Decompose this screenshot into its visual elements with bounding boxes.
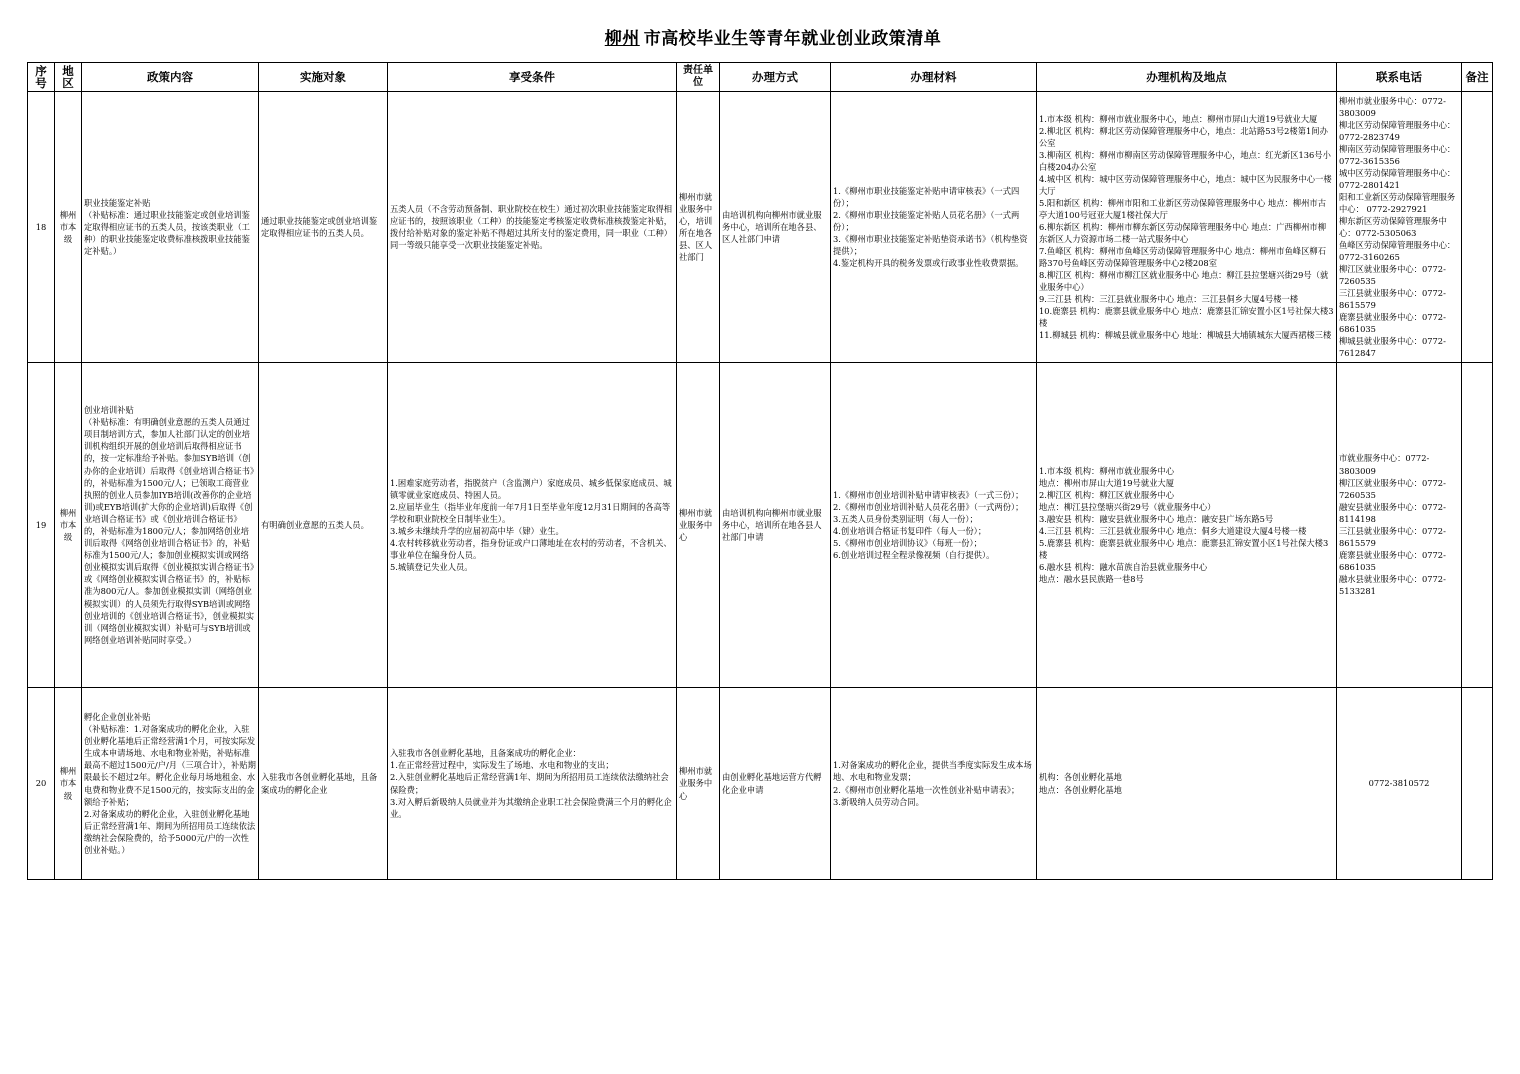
header-policy: 政策内容 bbox=[82, 63, 259, 92]
header-no: 序号 bbox=[28, 63, 55, 92]
row-region: 柳州市本级 bbox=[55, 688, 82, 880]
row-unit: 柳州市就业服务中心，培训所在地各县、区人社部门 bbox=[677, 92, 720, 363]
row-conditions: 1.困难家庭劳动者，指脱贫户（含监测户）家庭成员、城乡低保家庭成员、城镇零就业家庭成员、特困人员。 2.应届毕业生（指毕业年度前一年7月1日至毕业年度12月31日期间的各高等学校和职业院校全日制毕业生）。 3.城乡未继续升学的应届初高中毕（肄）业生。 4.农村转移就业劳动者，指身份证或户口薄地址在农村的劳动者，不含机关、事业单位在编身份人员。 5.城镇登记失业人员。 bbox=[388, 363, 677, 688]
header-unit: 责任单位 bbox=[677, 63, 720, 92]
header-conditions: 享受条件 bbox=[388, 63, 677, 92]
header-materials: 办理材料 bbox=[831, 63, 1037, 92]
row-no: 19 bbox=[28, 363, 55, 688]
header-method: 办理方式 bbox=[720, 63, 831, 92]
title-city: 柳州 bbox=[604, 29, 640, 49]
row-unit: 柳州市就业服务中心 bbox=[677, 363, 720, 688]
row-no: 20 bbox=[28, 688, 55, 880]
row-target: 有明确创业意愿的五类人员。 bbox=[259, 363, 388, 688]
row-policy: 孵化企业创业补贴 （补贴标准：1.对备案成功的孵化企业，入驻创业孵化基地后正常经营满1个月，可按实际发生成本申请场地、水电和物业补贴，补贴标准最高不超过1500元/户/月（三项合计），补贴期限最长不超过2年。孵化企业每月场地租金、水电费和物业费不足1500元的，按实际支出的金额给予补贴； 2.对备案成功的孵化企业，入驻创业孵化基地后正常经营满1年、期间为所招用员工连续依法缴纳社会保险费的，给予5000元/户的一次性创业补贴。） bbox=[82, 688, 259, 880]
row-remark bbox=[1462, 363, 1493, 688]
row-agency: 1.市本级 机构：柳州市就业服务中心 地点：柳州市屏山大道19号就业大厦 2.柳江区 机构：柳江区就业服务中心 地点：柳江县拉堡塘兴街29号（就业服务中心） 3.融安县 机构：融安县就业服务中心 地点：融安县广场东路5号 4.三江县 机构：三江县就业服务中心 地点：侗乡大道建设大厦4号楼一楼 5.鹿寨县 机构：鹿寨县就业服务中心 地点：鹿寨县汇锦安置小区1号社保大楼3楼 6.融水县 机构：融水苗族自治县就业服务中心 地点：融水县民族路一巷8号 bbox=[1037, 363, 1337, 688]
header-row bbox=[28, 63, 1493, 92]
header-agency: 办理机构及地点 bbox=[1037, 63, 1337, 92]
row-unit: 柳州市就业服务中心 bbox=[677, 688, 720, 880]
header-target: 实施对象 bbox=[259, 63, 388, 92]
row-policy: 创业培训补贴 （补贴标准：有明确创业意愿的五类人员通过项目制培训方式，参加人社部门认定的创业培训机构组织开展的创业培训后取得相应证书的，按一定标准给予补贴。参加SYB培训（创办你的企业培训）后取得《创业培训合格证书》的，补贴标准为1500元/人；已领取工商营业执照的创业人员参加IYB培训(改善你的企业培训)或EYB培训(扩大你的企业培训)后取得《创业培训合格证书》或《创业培训合格证书》的，补贴标准为1800元/人；参加网络创业培训后取得《网络创业培训合格证书》的，补贴标准为1500元/人；参加创业模拟实训或网络创业模拟实训后取得《创业模拟实训合格证书》或《网络创业模拟实训合格证书》的，补贴标准为800元/人。参加创业模拟实训（网络创业模拟实训）的人员须先行取得SYB培训或网络创业培训的《创业培训合格证书》，创业模拟实训（网络创业模拟实训）补贴可与SYB培训或网络创业培训补贴同时享受。） bbox=[82, 363, 259, 688]
table-row bbox=[28, 92, 1493, 363]
row-remark bbox=[1462, 688, 1493, 880]
row-method: 由培训机构向柳州市就业服务中心，培训所在地各县人社部门申请 bbox=[720, 363, 831, 688]
row-conditions: 五类人员（不含劳动预备制、职业院校在校生）通过初次职业技能鉴定取得相应证书的，按照该职业（工种）的技能鉴定考核鉴定收费标准核拨鉴定补贴，拨付给补贴对象的鉴定补贴不得超过其所支付的鉴定费用，同一职业（工种）同一等级只能享受一次职业技能鉴定补贴。 bbox=[388, 92, 677, 363]
row-phone: 0772-3810572 bbox=[1337, 688, 1462, 880]
row-no: 18 bbox=[28, 92, 55, 363]
row-phone: 柳州市就业服务中心：0772-3803009 柳北区劳动保障管理服务中心：0772-2823749 柳南区劳动保障管理服务中心：0772-3615356 城中区劳动保障管理服务中心：0772-2801421 阳和工业新区劳动保障管理服务中心： 0772-2927921 柳东新区劳动保障管理服务中心：0772-5305063 鱼峰区劳动保障管理服务中心：0772-3160265 柳江区就业服务中心：0772-7260535 三江县就业服务中心：0772-8615579 鹿寨县就业服务中心：0772-6861035 柳城县就业服务中心：0772-7612847 bbox=[1337, 92, 1462, 363]
row-policy: 职业技能鉴定补贴 （补贴标准：通过职业技能鉴定或创业培训鉴定取得相应证书的五类人员，按该类职业（工种）的职业技能鉴定收费标准核拨职业技能鉴定补贴。） bbox=[82, 92, 259, 363]
row-materials: 1.《柳州市创业培训补贴申请审核表》（一式三份）； 2.《柳州市创业培训补贴人员花名册》（一式两份）； 3.五类人员身份类别证明（每人一份）； 4.创业培训合格证书复印件（每人一份）； 5.《柳州市创业培训协议》（每班一份）； 6.创业培训过程全程录像视频（自行提供）。 bbox=[831, 363, 1037, 688]
row-agency: 1.市本级 机构：柳州市就业服务中心，地点：柳州市屏山大道19号就业大厦 2.柳北区 机构：柳北区劳动保障管理服务中心，地点：北站路53号2楼第1间办公室 3.柳南区 机构：柳州市柳南区劳动保障管理服务中心，地点：红光新区136号小白楼204办公室 4.城中区 机构：城中区劳动保障管理服务中心，地点：城中区为民服务中心一楼大厅 5.阳和新区 机构：柳州市阳和工业新区劳动保障管理服务中心 地点：柳州市古亭大道100号冠亚大厦1楼社保大厅 6.柳东新区 机构：柳州市柳东新区劳动保障管理服务中心 地点：广西柳州市柳东新区人力资源市场二楼一站式服务中心 7.鱼峰区 机构：柳州市鱼峰区劳动保障管理服务中心 地点：柳州市鱼峰区柳石路370号鱼峰区劳动保障管理服务中心2楼208室 8.柳江区 机构：柳州市柳江区就业服务中心 地点：柳江县拉堡塘兴街29号（就业服务中心） 9.三江县 机构：三江县就业服务中心 地点：三江县侗乡大厦4号楼一楼 10.鹿寨县 机构：鹿寨县就业服务中心 地点：鹿寨县汇锦安置小区1号社保大楼3楼 11.柳城县 机构：柳城县就业服务中心 地址：柳城县大埔镇城东大厦西裙楼三楼 bbox=[1037, 92, 1337, 363]
row-region: 柳州市本级 bbox=[55, 363, 82, 688]
row-remark bbox=[1462, 92, 1493, 363]
row-materials: 1.对备案成功的孵化企业，提供当季度实际发生成本场地、水电和物业发票； 2.《柳州市创业孵化基地一次性创业补贴申请表》； 3.新吸纳人员劳动合同。 bbox=[831, 688, 1037, 880]
title-text: 市高校毕业生等青年就业创业政策清单 bbox=[643, 29, 942, 49]
table-row bbox=[28, 363, 1493, 688]
page-title bbox=[0, 24, 1520, 49]
row-materials: 1.《柳州市职业技能鉴定补贴申请审核表》（一式四份）； 2.《柳州市职业技能鉴定补贴人员花名册》（一式两份）； 3.《柳州市职业技能鉴定补贴垫资承诺书》（机构垫资提供）； 4.鉴定机构开具的税务发票或行政事业性收费票据。 bbox=[831, 92, 1037, 363]
row-conditions: 入驻我市各创业孵化基地，且备案成功的孵化企业： 1.在正常经营过程中，实际发生了场地、水电和物业的支出； 2.入驻创业孵化基地后正常经营满1年、期间为所招用员工连续依法缴纳社会保险费； 3.对入孵后新吸纳人员就业并为其缴纳企业职工社会保险费满三个月的孵化企业。 bbox=[388, 688, 677, 880]
row-phone: 市就业服务中心：0772-3803009 柳江区就业服务中心：0772-7260535 融安县就业服务中心：0772-8114198 三江县就业服务中心：0772-8615579 鹿寨县就业服务中心：0772-6861035 融水县就业服务中心：0772-5133281 bbox=[1337, 363, 1462, 688]
row-region: 柳州市本级 bbox=[55, 92, 82, 363]
row-target: 通过职业技能鉴定或创业培训鉴定取得相应证书的五类人员。 bbox=[259, 92, 388, 363]
header-remark: 备注 bbox=[1462, 63, 1493, 92]
row-method: 由创业孵化基地运营方代孵化企业申请 bbox=[720, 688, 831, 880]
row-target: 入驻我市各创业孵化基地，且备案成功的孵化企业 bbox=[259, 688, 388, 880]
table-row bbox=[28, 688, 1493, 880]
row-method: 由培训机构向柳州市就业服务中心，培训所在地各县、区人社部门申请 bbox=[720, 92, 831, 363]
row-agency: 机构：各创业孵化基地 地点：各创业孵化基地 bbox=[1037, 688, 1337, 880]
policy-table bbox=[27, 62, 1493, 880]
header-region: 地区 bbox=[55, 63, 82, 92]
header-phone: 联系电话 bbox=[1337, 63, 1462, 92]
